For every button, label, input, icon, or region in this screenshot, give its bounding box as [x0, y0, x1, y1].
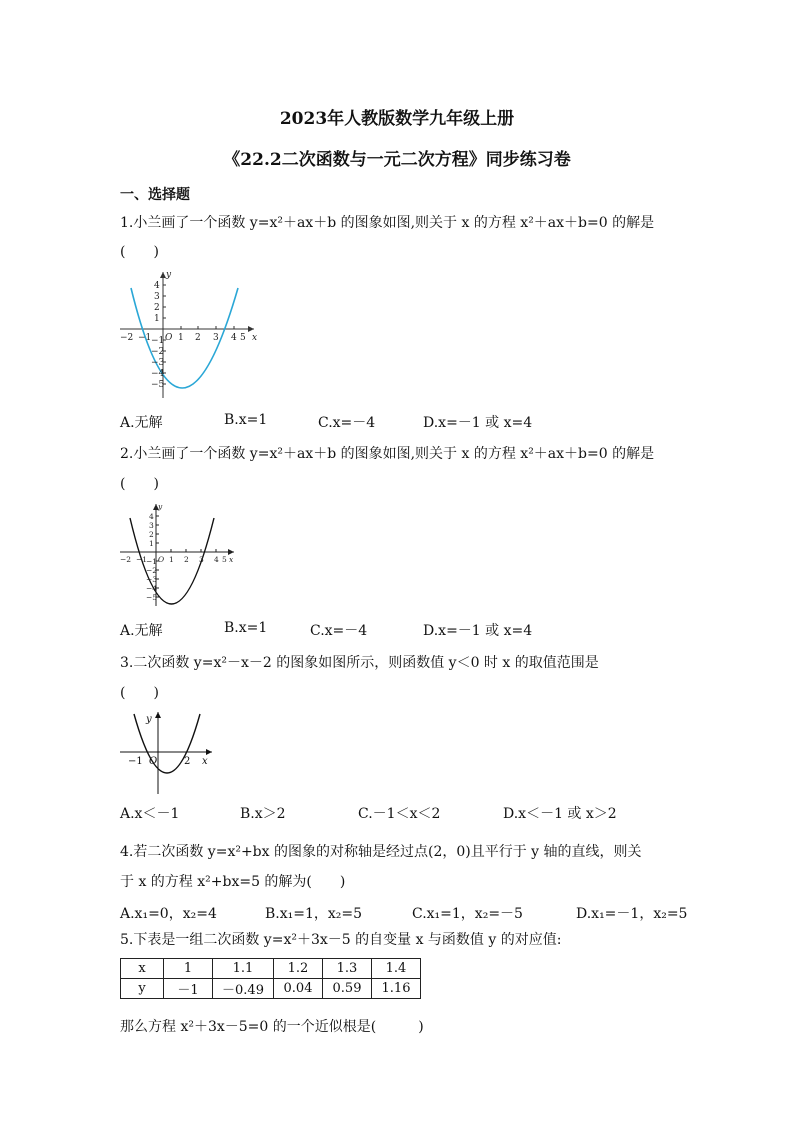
- table-cell: 1: [164, 959, 213, 979]
- q3-option-d[interactable]: D.x＜－1 或 x＞2: [503, 806, 617, 822]
- q2-y-label: y: [158, 502, 163, 511]
- q1-stem: 1.小兰画了一个函数 y=x²＋ax＋b 的图象如图,则关于 x 的方程 x²＋ax＋b=0 的解是: [120, 215, 655, 231]
- q2-option-b[interactable]: B.x=1: [224, 620, 268, 636]
- q3-xtick: 2: [184, 756, 191, 767]
- section-heading: 一、选择题: [120, 187, 190, 203]
- q5-stem: 5.下表是一组二次函数 y=x²＋3x－5 的自变量 x 与函数值 y 的对应值:: [120, 932, 562, 948]
- q1-ytick: −1: [151, 336, 165, 346]
- q3-stem: 3.二次函数 y=x²－x－2 的图象如图所示，则函数值 y＜0 时 x 的取值范围是: [120, 655, 599, 671]
- q2-ytick: 3: [149, 521, 154, 530]
- q2-ytick: −2: [146, 566, 158, 575]
- q2-option-c[interactable]: C.x=－4: [310, 623, 368, 639]
- q1-option-a[interactable]: A.无解: [120, 415, 163, 431]
- q4-stem-line1: 4.若二次函数 y=x²+bx 的图象的对称轴是经过点(2，0)且平行于 y 轴的直线，则关: [120, 844, 642, 860]
- q2-ytick: −5: [146, 593, 158, 602]
- q5-value-table: [120, 958, 421, 999]
- q3-origin: O: [149, 756, 158, 767]
- q1-options: [0, 412, 794, 432]
- q3-xtick: −1: [128, 756, 143, 767]
- q1-ytick: 1: [154, 314, 160, 324]
- q2-stem: 2.小兰画了一个函数 y=x²＋ax＋b 的图象如图,则关于 x 的方程 x²＋ax＋b=0 的解是: [120, 446, 655, 462]
- q1-origin: O: [165, 333, 173, 343]
- table-row: [121, 979, 421, 999]
- q2-graph: [118, 500, 238, 610]
- q2-paren: ( ): [120, 476, 159, 492]
- q1-x-label: x: [252, 333, 258, 343]
- q1-xtick: −2: [120, 333, 134, 343]
- table-cell: 1.4: [372, 959, 421, 979]
- q3-paren: ( ): [120, 685, 159, 701]
- q3-graph: [118, 708, 218, 796]
- q1-y-label: y: [166, 270, 172, 280]
- q2-origin: O: [158, 555, 165, 564]
- table-cell: x: [121, 959, 164, 979]
- q3-y-label: y: [146, 714, 152, 725]
- q2-xtick: 5: [222, 555, 227, 564]
- q2-option-a[interactable]: A.无解: [120, 623, 163, 639]
- table-cell: y: [121, 979, 164, 999]
- q1-option-b[interactable]: B.x=1: [224, 412, 268, 428]
- q2-xtick: −2: [120, 555, 132, 564]
- q4-option-c[interactable]: C.x₁=1，x₂=－5: [412, 906, 523, 922]
- table-cell: 1.2: [274, 959, 323, 979]
- q1-xtick: 1: [178, 333, 184, 343]
- table-cell: －0.49: [213, 979, 274, 999]
- q1-ytick: −2: [151, 347, 165, 357]
- q2-ytick: −4: [146, 584, 158, 593]
- q2-ytick: −3: [146, 575, 158, 584]
- q1-option-c[interactable]: C.x=－4: [318, 415, 376, 431]
- table-cell: 0.04: [274, 979, 323, 999]
- q1-xtick: 2: [195, 333, 201, 343]
- q3-options: [0, 803, 794, 823]
- q3-option-b[interactable]: B.x＞2: [240, 806, 286, 822]
- table-row: [121, 959, 421, 979]
- q1-xtick: 3: [213, 333, 219, 343]
- q1-ytick: −5: [151, 380, 165, 390]
- q4-options: [0, 903, 794, 923]
- q2-xtick: 2: [184, 555, 189, 564]
- doc-subtitle: 《22.2二次函数与一元二次方程》同步练习卷: [223, 150, 571, 170]
- q2-option-d[interactable]: D.x=－1 或 x=4: [423, 623, 533, 639]
- q4-stem-line2: 于 x 的方程 x²+bx=5 的解为( ): [120, 874, 346, 890]
- q1-ytick: 2: [154, 303, 160, 313]
- q4-option-d[interactable]: D.x₁=－1，x₂=5: [576, 906, 688, 922]
- q1-ytick: −4: [151, 369, 165, 379]
- q4-option-a[interactable]: A.x₁=0，x₂=4: [120, 906, 217, 922]
- q3-option-a[interactable]: A.x＜－1: [120, 806, 180, 822]
- q2-ytick: −1: [146, 557, 158, 566]
- q3-option-c[interactable]: C.－1＜x＜2: [358, 806, 441, 822]
- q2-ytick: 4: [149, 512, 154, 521]
- q2-x-label: x: [229, 555, 234, 564]
- q1-graph: [118, 268, 258, 402]
- q2-xtick: 3: [199, 555, 204, 564]
- q1-ytick: −3: [151, 358, 165, 368]
- q2-ytick: 2: [149, 530, 154, 539]
- q1-option-d[interactable]: D.x=－1 或 x=4: [423, 415, 533, 431]
- q4-option-b[interactable]: B.x₁=1，x₂=5: [265, 906, 363, 922]
- table-cell: 1.1: [213, 959, 274, 979]
- q2-xtick: −1: [136, 555, 148, 564]
- table-cell: 1.3: [323, 959, 372, 979]
- q1-ytick: 3: [154, 292, 160, 302]
- q2-ytick: 1: [149, 539, 154, 548]
- q1-xtick: 4: [231, 333, 237, 343]
- q1-ytick: 4: [154, 281, 160, 291]
- table-cell: 1.16: [372, 979, 421, 999]
- q2-xtick: 1: [169, 555, 174, 564]
- doc-title: 2023年人教版数学九年级上册: [279, 109, 515, 129]
- q2-xtick: 4: [214, 555, 219, 564]
- table-cell: －1: [164, 979, 213, 999]
- q1-xtick: −1: [138, 333, 152, 343]
- table-cell: 0.59: [323, 979, 372, 999]
- q1-paren: ( ): [120, 244, 159, 260]
- q5-follow-up: 那么方程 x²＋3x－5=0 的一个近似根是( ): [120, 1019, 424, 1035]
- q1-xtick: 5: [240, 333, 246, 343]
- q2-options: [0, 620, 794, 640]
- q3-x-label: x: [202, 756, 208, 767]
